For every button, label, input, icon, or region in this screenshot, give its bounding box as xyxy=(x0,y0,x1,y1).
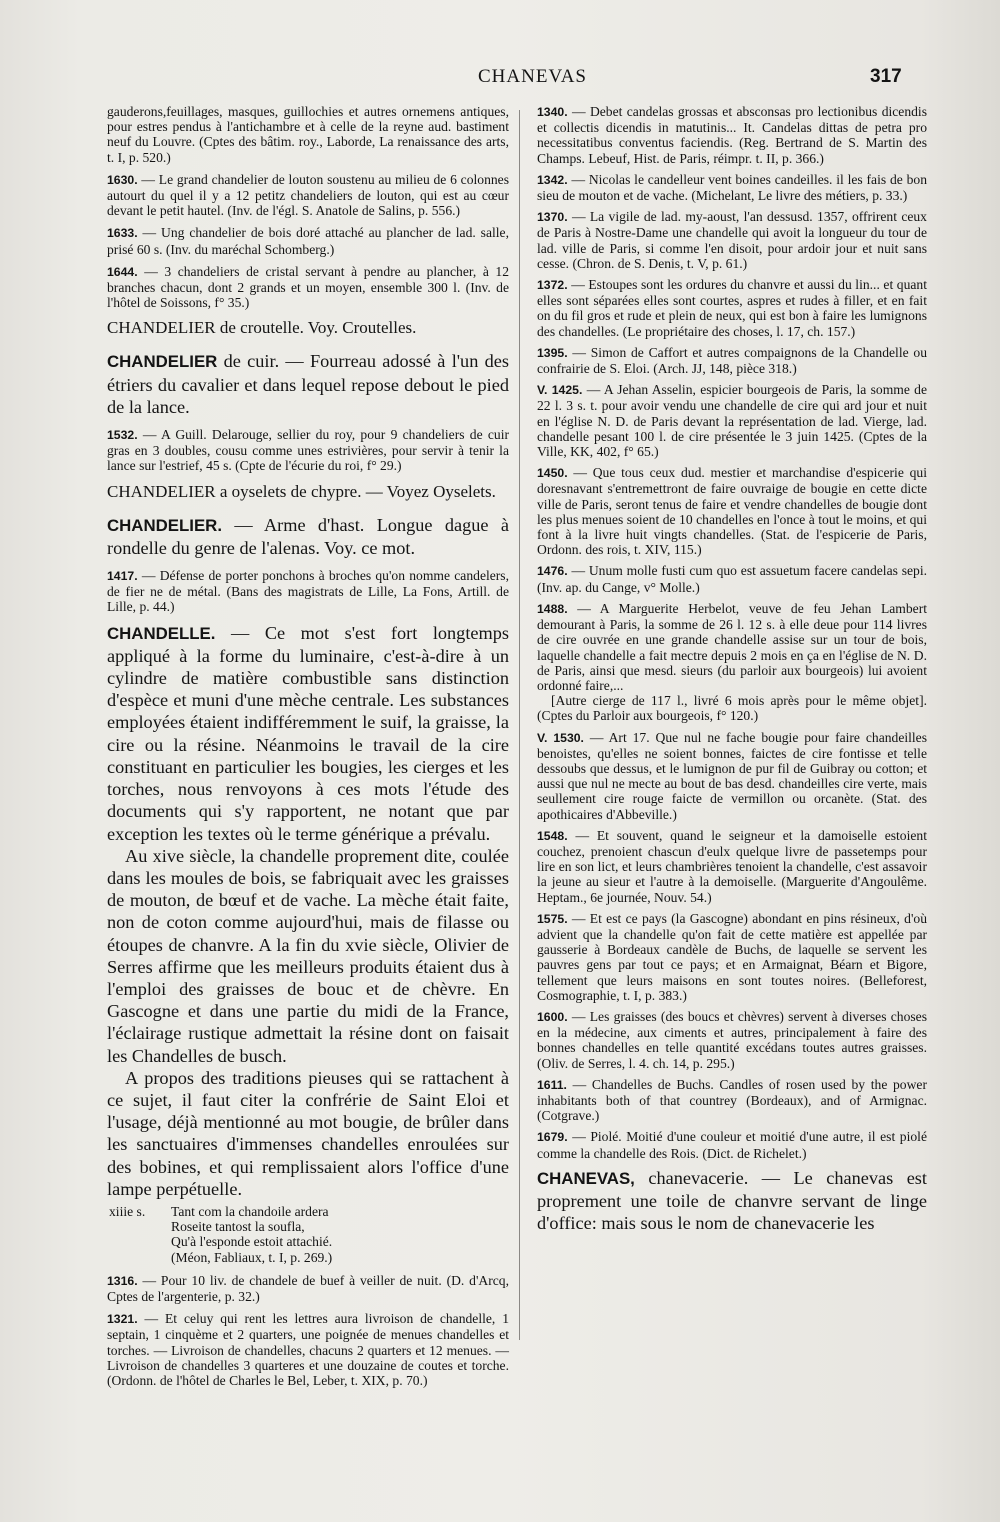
article-heading xyxy=(107,622,509,845)
dated-entry xyxy=(537,277,927,339)
dated-entry xyxy=(537,601,927,693)
entry-date: 1321. xyxy=(107,1312,138,1327)
entry-date: 1644. xyxy=(107,264,138,279)
entry-text: — Que tous ceux dud. mestier et marchandise d'espicerie qui doresnavant s'entremettront de faire ouvraige de bougie en cette dicte ville de Paris, seront tenus de faire et vendre chandelles de bougie dont les plus menues soient de 10 chandelles en l'once à tout le moins, et qui font à la livre huit vingts chandelles. (Stat. de l'espicerie de Paris, Ordonn. des rois, t. XIV, 115.) xyxy=(537,465,927,558)
entry-text: — La vigile de lad. my-aoust, l'an dessusd. 1357, offrirent ceux de Paris à Nostre-Dame une chandelle qui avoit la longueur du tour de lad. ville de Paris, si comme l'en disoit, pour ardoir jour et nuit sans cesse. (Chron. de S. Denis, t. V, p. 61.) xyxy=(537,209,927,271)
cross-reference-heading: CHANDELIER de croutelle. Voy. Croutelles. xyxy=(107,318,417,338)
dated-entry xyxy=(537,911,927,1003)
entry-text: — Et est ce pays (la Gascogne) abondant en pins résineux, d'où advient que la chandelle qu'on fait de cette matière est appellée par gausserie à Bordeaux candèle de Buchs, de laquelle se servent les pauvres gens par tout ce pays; et en Armaignat, Béarn et Bigore, tellement que leurs maisons en sont toutes noires. (Belleforest, Cosmographie, t. I, p. 383.) xyxy=(537,910,927,1003)
headword: CHANDELLE. xyxy=(107,623,216,643)
entry-text: — Simon de Caffort et autres compaignons de la Chandelle ou confrairie de S. Eloi. (Arch. JJ, 148, pièce 318.) xyxy=(537,344,927,377)
entry-text: — Chandelles de Buchs. Candles of rosen used by the power inhabitants both of that countrey (Bordeaux), and of Armignac. (Cotgrave.) xyxy=(537,1076,927,1124)
dated-entry xyxy=(107,225,509,256)
entry-text: — Les graisses (des boucs et chèvres) servent à diverses choses en la médecine, aux ciments et autres, principalement à faire des bonnes chandelles en telle quantité excédans toutes autres graisses. (Oliv. de Serres, l. 4. ch. 14, p. 295.) xyxy=(537,1008,927,1071)
dated-entry xyxy=(537,465,927,557)
entry-date: 1342. xyxy=(537,172,568,187)
headword: CHANDELIER xyxy=(107,352,218,372)
dated-entry xyxy=(537,382,927,459)
quote-source: (Méon, Fabliaux, t. I, p. 269.) xyxy=(171,1249,333,1265)
entry-date: 1630. xyxy=(107,172,138,187)
entry-text: — Défense de porter ponchons à broches qu'on nomme candelers, de fier ne de métal. (Bans des magistrats de Lille, La Fons, Artill. de Lille, p. 44.) xyxy=(107,568,509,615)
entry-text: — Art 17. Que nul ne fache bougie pour faire chandeilles benoistes, qu'elles ne soient bonnes, faictes de cire fontisse et telle dessoubs que dessus, et le lumignon de pur fil de Guibray ou cotton; et aussi que nul ne mecte au bout de bas desd. chandeilles cire verte, mais seullement cire rouge faicte de vermillon ou orcanète. (Stat. des apothicaires d'Abbeville.) xyxy=(537,729,928,822)
entry-date: 1611. xyxy=(537,1077,567,1092)
article-heading xyxy=(537,1167,927,1235)
verse-quotation xyxy=(107,1204,509,1265)
entry-date: V. 1530. xyxy=(537,730,584,745)
entry-date: 1370. xyxy=(537,210,568,225)
cross-reference-heading: CHANDELIER a oyselets de chypre. — Voyez Oyselets. xyxy=(107,481,496,501)
dated-entry xyxy=(537,104,927,166)
dated-entry xyxy=(107,568,509,615)
entry-date: 1372. xyxy=(537,278,568,293)
entry-date: 1316. xyxy=(107,1273,138,1288)
entry-date: V. 1425. xyxy=(537,383,583,398)
headword: CHANEVAS, xyxy=(537,1168,635,1188)
definition: de cuir. — Fourreau adossé à l'un des étriers du cavalier et dans lequel repose debout le pied de la lance. xyxy=(107,351,509,417)
dated-entry xyxy=(107,172,509,219)
definition: — Ce mot s'est fort longtemps appliqué à la forme du luminaire, c'est-à-dire à un cylindre de matière combustible sans distinction d'espèce et muni d'une mèche centrale. Les substances employées étaient indifféremment le suif, la graisse, la cire ou la résine. Néanmoins le travail de la cire constituant en particulier les bougies, les cierges et les torches, nous renvoyons à ces mots l'étude des documents qui s'y rapportent, ne notant que par exception les textes où le terme générique a prévalu. xyxy=(107,622,509,844)
running-head-title: CHANEVAS xyxy=(478,66,588,87)
article-heading xyxy=(107,350,509,418)
dated-entry xyxy=(537,1009,927,1071)
body-paragraph: Au xive siècle, la chandelle proprement dite, coulée dans les moules de bois, se fabriquait avec les graisses de mouton, de bœuf et de vache. La mèche était faite, non de coton comme aujourd'hui, mais de filasse ou étoupes de chanvre. A la fin du xvie siècle, Olivier de Serres affirme que les meilleurs produits étaient dus à l'emploi des graisses de bouc et de chèvre. En Gascogne et dans une partie du midi de la France, l'éclairage rustique admettait la résine dont on faisait les Chandelles de busch. xyxy=(107,845,509,1066)
dated-entry xyxy=(537,172,927,203)
column-divider xyxy=(519,110,520,1340)
dated-entry xyxy=(107,1273,509,1304)
entry-date: 1679. xyxy=(537,1130,568,1145)
entry-date: 1417. xyxy=(107,569,138,584)
entry-text: — Et souvent, quand le seigneur et la damoiselle estoient couchez, prenoient chascun d'eulx quelque livre de passetemps pour lire en son lict, et leurs chambrières tenoient la chandelle, c'est assavoir la jeune au sieur et l'autre à la demoiselle. (Marguerite d'Angoulême. Heptam., 6e journée, Nouv. 54.) xyxy=(537,827,927,905)
right-column xyxy=(537,104,927,1243)
dated-entry xyxy=(537,563,927,594)
dated-entry xyxy=(537,828,927,905)
entry-text: — Et celuy qui rent les lettres aura livroison de chandelle, 1 septain, 1 cinquème et 2 quarters, une poignée de menues chandelles et torches. — Livroison de chandelles, chacuns 2 quarters et 12 menues. — Livroison de chandelles 3 quarteres et une douzaine de coutes et torche. (Ordonn. de l'hôtel de Charles le Bel, Leber, t. XIX, p. 70.) xyxy=(107,1311,509,1388)
entry-date: 1600. xyxy=(537,1009,568,1024)
dated-entry xyxy=(107,1311,509,1388)
entry-date: 1548. xyxy=(537,828,568,843)
entry-date: 1488. xyxy=(537,601,568,616)
entry-date: 1450. xyxy=(537,466,568,481)
body-paragraph: A propos des traditions pieuses qui se rattachent à ce sujet, il faut citer la confrérie de Saint Eloi et l'usage, déjà mentionné au mot bougie, de brûler dans les sanctuaires d'immenses chandelles enroulées sur des bobines, et qui remplissaient alors l'office d'une lampe perpétuelle. xyxy=(107,1067,509,1199)
entry-text: — Pour 10 liv. de chandele de buef à veiller de nuit. (D. d'Arcq, Cptes de l'argenterie, p. 32.) xyxy=(107,1272,509,1304)
dated-entry xyxy=(107,264,509,311)
entry-text: — Nicolas le candelleur vent boines candeilles. il les fais de bon sieu de mouton et de vache. (Michelant, Le livre des métiers, p. 33.) xyxy=(537,171,927,204)
definition: — Arme d'hast. Longue dague à rondelle du genre de l'alenas. Voy. ce mot. xyxy=(107,514,509,558)
dated-entry xyxy=(537,345,927,376)
quote-date: xiiie s. xyxy=(109,1203,146,1219)
quote-lines xyxy=(171,1204,509,1265)
entry-text: — 3 chandeliers de cristal servant à pendre au plancher, à 12 branches chacun, dont 2 grands et un moyen, ensemble 300 l. (Inv. de l'hôtel de Soissons, f° 35.) xyxy=(107,263,509,311)
left-column xyxy=(107,104,509,1395)
entry-date: 1395. xyxy=(537,345,568,360)
quote-line: Tant com la chandoile ardera xyxy=(171,1203,329,1219)
dated-entry xyxy=(537,1077,927,1124)
page-number: 317 xyxy=(870,66,902,87)
dated-entry xyxy=(537,730,927,822)
entry-text: — Debet candelas grossas et absconsas pro lectionibus dicendis et collectis dicendis in matutinis... It. Candelas dittas de petra pro necessitatibus conventus faciendis. (Reg. Bertrand de S. Martin des Champs. Lebeuf, Hist. de Paris, réimpr. t. II, p. 366.) xyxy=(537,104,927,166)
entry-date: 1476. xyxy=(537,564,568,579)
entry-date: 1633. xyxy=(107,226,138,241)
entry-note: [Autre cierge de 117 l., livré 6 mois après pour le même objet]. (Cptes du Parloir aux bourgeois, f° 120.) xyxy=(537,693,927,724)
entry-text: — A Jehan Asselin, espicier bourgeois de Paris, la somme de 22 l. 3 s. t. pour avoir vendu une chandelle de cire qui ard jour et nuit en l'église N. D. de Paris devant la représentation de lad. Vierge, lad. chandelle pesant 100 l. de cire présentée le 3 juin 1425. (Cptes de la Ville, KK, 402, f° 65.) xyxy=(537,382,928,460)
running-head xyxy=(0,66,1000,90)
definition: chanevacerie. — Le chanevas est proprement une toile de chanvre servant de linge d'office: mais sous le nom de chanevacerie les xyxy=(537,1167,927,1234)
entry-text: — Le grand chandelier de louton soustenu au milieu de 6 colonnes autourt du quel il y a 12 petitz chandeliers de louton, qui est au cœur devant le petit hautel. (Inv. de l'égl. S. Anatole de Salins, p. 556.) xyxy=(107,171,509,219)
entry-date: 1532. xyxy=(107,428,138,443)
entry-text: — Estoupes sont les ordures du chanvre et aussi du lin... et quant elles sont séparées elles sont courtes, aspres et rudes à filler, et en fait on du fil gros et rude et plein de neux, qui est bon à faire les lumignons des chandelles. (Le propriétaire des choses, l. 17, ch. 157.) xyxy=(537,277,928,339)
headword: CHANDELIER. xyxy=(107,515,222,535)
entry-text: — A Guill. Delarouge, sellier du roy, pour 9 chandeliers de cuir gras en 3 doubles, cousu comme unes estrivières, pour servir à tenir la lance sur l'estrief, 45 s. (Cpte de l'écurie du roi, f° 29.) xyxy=(107,427,509,474)
entry-text: — Ung chandelier de bois doré attaché au plancher de lad. salle, prisé 60 s. (Inv. du maréchal Schomberg.) xyxy=(107,225,509,257)
quote-line: Qu'à l'esponde estoit attachié. xyxy=(171,1234,333,1250)
entry-date: 1340. xyxy=(537,105,568,119)
quote-line: Roseite tantost la soufla, xyxy=(171,1219,305,1235)
article-heading xyxy=(107,514,509,559)
entry-text: — A Marguerite Herbelot, veuve de feu Jehan Lambert demourant à Paris, la somme de 26 l. 12 s. à elle deue pour 114 livres de cire ouvrée en une grande chandelle assise sur un tour de bois, laquelle chandelle a fait mectre depuis 2 mois en ça en l'église de N. D. de Paris, ainsi que mesd. sieurs (du parloir aux bourgeois) lui avoient ordonné faire,... xyxy=(537,600,927,693)
dated-entry xyxy=(107,427,509,474)
entry-text: — Unum molle fusti cum quo est assuetum facere candelas sepi. (Inv. ap. du Cange, v° Molle.) xyxy=(537,563,927,595)
entry-date: 1575. xyxy=(537,911,568,926)
dated-entry xyxy=(537,1129,927,1160)
entry-paragraph: gauderons,feuillages, masques, guillochies et autres ornemens antiques, pour estres pendus à l'antichambre et à celle de la reyne aud. bastiment neuf du Louvre. (Cptes des bâtim. roy., Laborde, La renaissance des arts, t. I, p. 520.) xyxy=(107,104,509,165)
entry-text: — Piolé. Moitié d'une couleur et moitié d'une autre, il est piolé comme la chandelle des Rois. (Dict. de Richelet.) xyxy=(537,1129,927,1161)
dated-entry xyxy=(537,209,927,271)
